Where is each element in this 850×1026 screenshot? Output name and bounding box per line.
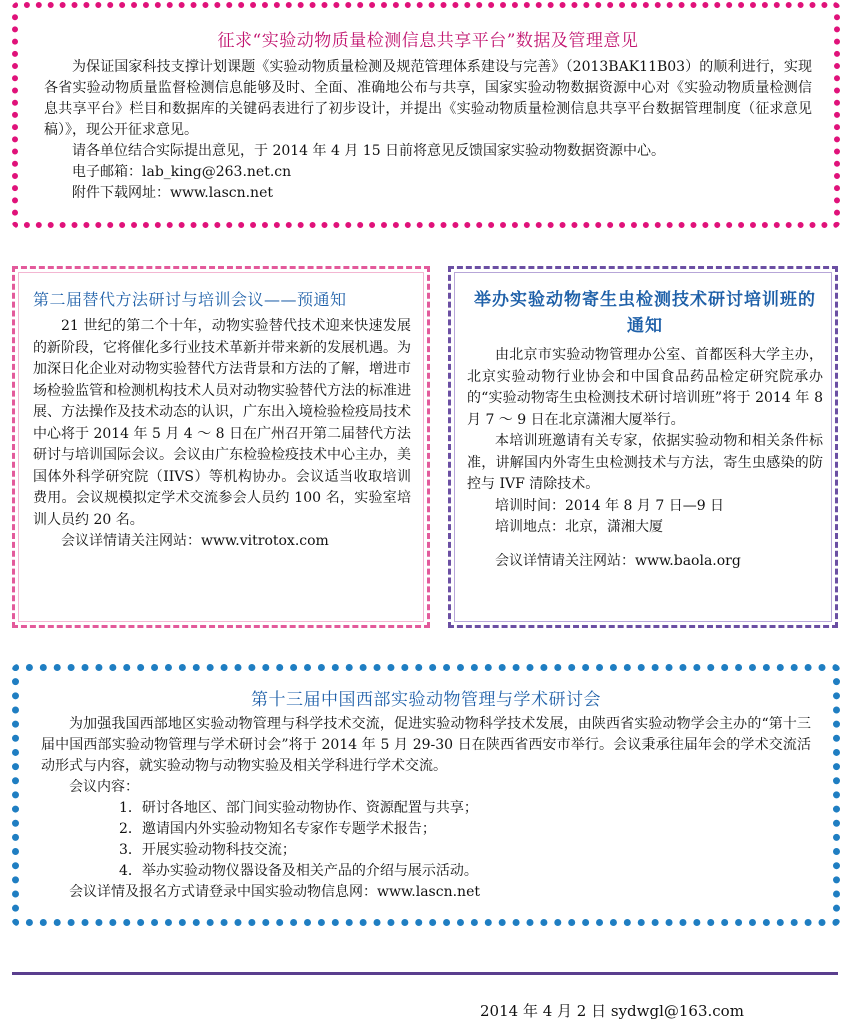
notice4-content-label: 会议内容： (69, 779, 139, 795)
notice-alternative-methods (12, 266, 430, 628)
notice-parasite-training (448, 266, 838, 628)
spacer (467, 539, 823, 551)
list-item: 2．邀请国内外实验动物知名专家作专题学术报告； (119, 821, 436, 837)
list-item: 3．开展实验动物科技交流； (119, 842, 296, 858)
notice3-time: 培训时间：2014 年 8 月 7 日—9 日 (495, 497, 725, 514)
notice4-item-list (41, 798, 811, 882)
notice2-title: 第二届替代方法研讨与培训会议——预通知 (33, 290, 347, 309)
notice1-email: 电子邮箱：lab_king@263.net.cn (72, 164, 292, 180)
notice2-para1: 21 世纪的第二个十年，动物实验替代技术迎来快速发展的新阶段，它将催化多行业技术革新并带来新的发展机遇。为加深日化企业对动物实验替代方法背景和方法的了解，增进市场检验监管和检测机构技术人员对动物实验替代方法的标准进展、方法操作及技术动态的认识，广东出入境检验检疫局技术中心将于 2014 年 5 月 4 ～ 8 日在广州召开第二届替代方法研讨与培训国际会议。会议由广东检验检疫技术中心主办，美国体外科学研究院（IIVS）等机构协办。会议适当收取培训费用。会议规模拟定学术交流参会人员约 100 名，实验室培训人员约 20 名。 (33, 318, 411, 528)
notice3-para2: 本培训班邀请有关专家，依据实验动物和相关条件标准，讲解国内外寄生虫检测技术与方法，寄生虫感染的防控与 IVF 清除技术。 (467, 433, 823, 492)
notice1-para2: 请各单位结合实际提出意见，于 2014 年 4 月 15 日前将意见反馈国家实验动物数据资源中心。 (72, 143, 666, 159)
notice3-place: 培训地点：北京，潇湘大厦 (495, 519, 663, 535)
notice-feedback-request (12, 2, 840, 228)
notice2-website[interactable]: 会议详情请关注网站：www.vitrotox.com (61, 533, 329, 549)
notice3-para1: 由北京市实验动物管理办公室、首都医科大学主办，北京实验动物行业协会和中国食品药品检定研究院承办的“实验动物寄生虫检测技术研讨培训班”将于 2014 年 8 月 7 ～ 9 日在北京潇湘大厦举行。 (467, 347, 823, 428)
list-item: 4．举办实验动物仪器设备及相关产品的介绍与展示活动。 (119, 863, 478, 879)
notice-western-symposium (12, 664, 840, 926)
notice3-website[interactable]: 会议详情请关注网站：www.baola.org (495, 552, 741, 569)
notice1-para1: 为保证国家科技支撑计划课题《实验动物质量检测及规范管理体系建设与完善》（2013BAK11B03）的顺利进行，实现各省实验动物质量监督检测信息能够及时、全面、准确地公布与共享，国家实验动物数据资源中心对《实验动物质量检测信息共享平台》栏目和数据库的关键码表进行了初步设计，并提出《实验动物质量检测信息共享平台数据管理制度（征求意见稿）》，现公开征求意见。 (44, 59, 812, 138)
footer-divider (12, 972, 838, 975)
notice1-title: 征求“实验动物质量检测信息共享平台”数据及管理意见 (217, 31, 639, 51)
notice4-para1: 为加强我国西部地区实验动物管理与科学技术交流，促进实验动物科学技术发展，由陕西省实验动物学会主办的“第十三届中国西部实验动物管理与学术研讨会”将于 2014 年 5 月 29-30 日在陕西省西安市举行。会议秉承往届年会的学术交流活动形式与内容，就实验动物与动物实验及相关学科进行学术交流。 (41, 716, 811, 774)
notice3-title: 举办实验动物寄生虫检测技术研讨培训班的通知 (474, 290, 816, 336)
footer-date-email: 2014 年 4 月 2 日 sydwgl@163.com (480, 1002, 744, 1020)
notice1-download-link[interactable]: 附件下载网址：www.lascn.net (72, 185, 273, 201)
notice4-title: 第十三届中国西部实验动物管理与学术研讨会 (251, 690, 601, 710)
list-item: 1．研讨各地区、部门间实验动物协作、资源配置与共享； (119, 800, 478, 816)
notice4-website[interactable]: 会议详情及报名方式请登录中国实验动物信息网：www.lascn.net (69, 884, 480, 900)
